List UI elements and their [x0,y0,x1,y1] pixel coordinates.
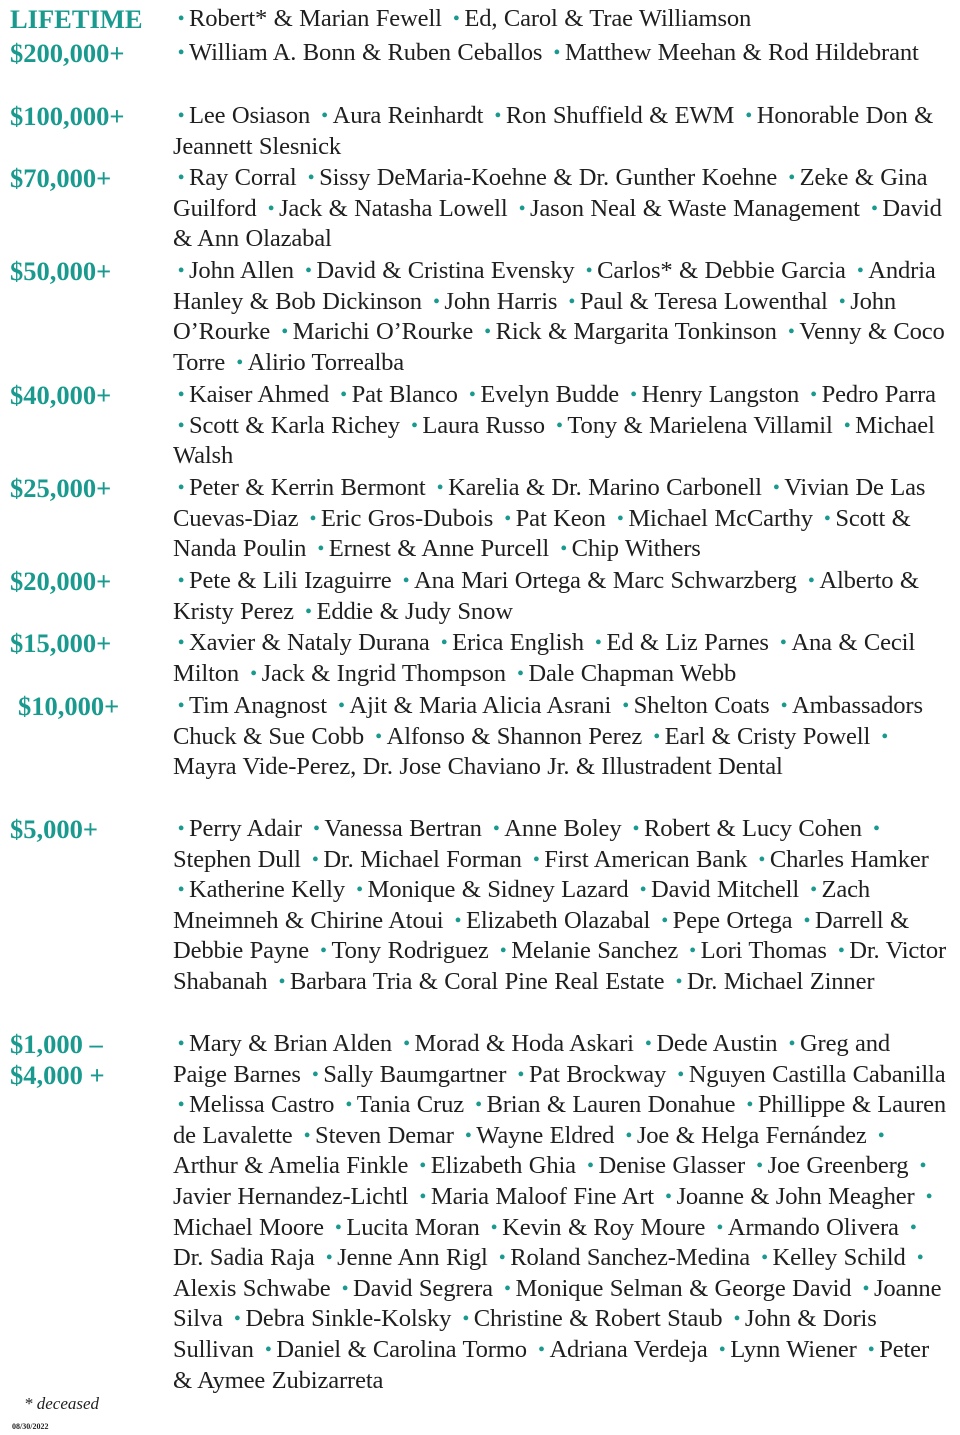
donor-name: Mary & Brian Alden [189,1030,393,1057]
tier-label: $100,000+ [10,101,125,131]
donor-name: Aura Reinhardt [332,102,484,129]
bullet-icon: • [872,818,880,840]
donor-name: Jason Neal & Waste Management [530,194,860,222]
bullet-icon: • [498,1247,506,1270]
bullet-icon: • [177,1033,185,1055]
bullet-icon: • [632,818,640,840]
donor-name: Kevin & Roy Moure [502,1213,706,1241]
donor-name: Eddie & Judy Snow [316,597,513,625]
tier-donor-names [173,163,948,255]
donor-name: Nguyen Castilla Cabanilla [688,1060,946,1088]
donor-name: Lynn Wiener [730,1335,857,1363]
donor-name: Joanne Silva [173,1274,942,1333]
donor-name: Ed, Carol & Trae Williamson [464,5,752,32]
bullet-icon: • [653,725,661,748]
bullet-icon: • [675,970,683,993]
bullet-icon: • [177,167,185,189]
donor-name: Elizabeth Olazabal [465,906,651,934]
bullet-icon: • [516,662,524,685]
donor-name: Monique Selman & George David [515,1274,852,1302]
donor-name: Pat Keon [515,504,606,532]
donor-name: Scott & Nanda Poulin [173,504,911,563]
bullet-icon: • [375,725,382,748]
tier-label: $15,000+ [10,628,112,658]
bullet-icon: • [177,1094,185,1117]
donor-name: Lee Osiason [189,102,311,129]
bullet-icon: • [492,818,500,840]
donor-name: Ana Mari Ortega & Marc Schwarzberg [414,567,797,594]
bullet-icon: • [236,351,244,374]
bullet-icon: • [494,105,502,127]
donor-name: Venny & Coco Torre [173,318,945,376]
bullet-icon: • [644,1033,652,1055]
donor-name: David & Ann Olazabal [173,194,942,253]
bullet-icon: • [733,1308,741,1331]
bullet-icon: • [278,970,286,993]
bullet-icon: • [311,848,319,871]
tier-label: $200,000+ [10,38,125,68]
donor-name: Debra Sinkle-Kolsky [245,1305,452,1333]
donor-name: Honorable Don & Jeannett Slesnick [173,102,934,160]
donor-name: Mayra Vide-Perez, Dr. Jose Chaviano Jr. & Illustradent Dental [173,753,783,781]
donor-name: Charles Hamker [769,845,929,873]
donor-name: Joe & Helga Fernández [636,1121,867,1149]
donor-name: Shelton Coats [633,692,770,719]
donor-name: Arthur & Amelia Finkle [173,1152,409,1180]
bullet-icon: • [780,695,788,717]
tier-label: $10,000+ [18,691,120,721]
donor-name: Earl & Cristy Powell [664,722,871,750]
donor-name: Perry Adair [189,815,302,842]
tier-label: $50,000+ [10,256,112,286]
donor-name: Anne Boley [504,815,622,842]
donor-name: Pedro Parra [821,381,936,408]
donor-name: Dr. Sadia Raja [173,1244,315,1272]
bullet-icon: • [616,507,624,530]
bullet-icon: • [745,105,753,127]
tier-label: $40,000+ [10,380,112,410]
donor-name: Tania Cruz [356,1091,465,1119]
bullet-icon: • [177,632,185,654]
donor-name: Christine & Robert Staub [473,1305,723,1333]
donor-name: John O’Rourke [173,287,897,346]
bullet-icon: • [454,909,462,932]
donor-name: Joe Greenberg [767,1152,909,1180]
bullet-icon: • [267,197,275,220]
bullet-icon: • [803,909,811,932]
bullet-icon: • [177,570,185,592]
bullet-icon: • [867,1338,875,1361]
bullet-icon: • [250,662,257,685]
donor-name: Denise Glasser [598,1152,746,1180]
bullet-icon: • [807,570,815,592]
bullet-icon: • [718,1338,726,1361]
bullet-icon: • [788,1033,796,1055]
tier-label: $1,000 – $4,000 + [10,1029,105,1090]
donor-name: Lori Thomas [700,937,827,965]
donor-name: Alexis Schwabe [173,1274,331,1302]
donor-name: Chip Withers [571,535,701,563]
bullet-icon: • [862,1277,870,1300]
donor-name: Lucita Moran [346,1213,480,1241]
donor-name: Scott & Karla Richey [189,411,400,439]
bullet-icon: • [919,1155,927,1178]
bullet-icon: • [468,384,476,406]
tier-donor-names [173,380,948,472]
donor-name: Morad & Hoda Askari [414,1030,634,1057]
donor-name: Eric Gros-Dubois [320,504,494,532]
donor-name: Andria Hanley & Bob Dickinson [173,257,936,315]
bullet-icon: • [484,321,492,344]
donor-name: Ambassadors Chuck & Sue Cobb [173,692,923,750]
bullet-icon: • [402,570,410,592]
donor-name: Pat Blanco [351,381,458,408]
bullet-icon: • [881,725,889,748]
bullet-icon: • [553,42,561,64]
donor-name: Alirio Torrealba [247,348,405,376]
donor-name: Vivian De Las Cuevas-Diaz [173,474,926,532]
bullet-icon: • [475,1094,482,1117]
donor-name: Pepe Ortega [672,906,793,934]
tier-donor-names [173,101,948,162]
donor-name: Javier Hernandez-Lichtl [173,1182,409,1210]
bullet-icon: • [337,695,345,717]
tier-label: $5,000+ [10,814,98,844]
bullet-icon: • [341,1277,349,1300]
bullet-icon: • [340,384,347,406]
bullet-icon: • [630,384,637,406]
bullet-icon: • [177,105,185,127]
donor-name: Stephen Dull [173,845,301,873]
donor-name: Erica English [452,629,584,656]
donor-name: David Segrera [353,1274,493,1302]
donor-name: Phillippe & Lauren de Lavalette [173,1091,947,1149]
bullet-icon: • [325,1247,333,1270]
donor-name: Darrell & Debbie Payne [173,906,909,965]
bullet-icon: • [334,1216,342,1239]
donor-name: Greg and Paige Barnes [173,1030,891,1088]
bullet-icon: • [177,879,185,902]
bullet-icon: • [304,260,312,282]
donor-name: Vanessa Bertran [324,815,482,842]
bullet-icon: • [462,1308,470,1331]
bullet-icon: • [320,940,327,963]
donor-name: Michael McCarthy [628,504,813,532]
bullet-icon: • [436,477,444,499]
donor-name: William A. Bonn & Ruben Ceballos [189,39,543,66]
bullet-icon: • [419,1155,427,1178]
donor-name: Alberto & Kristy Perez [173,567,919,625]
donor-name: Pat Brockway [528,1060,667,1088]
bullet-icon: • [810,384,818,406]
donor-name: Brian & Lauren Donahue [486,1091,736,1119]
bullet-icon: • [625,1124,633,1147]
bullet-icon: • [177,477,185,499]
donor-name: Jack & Natasha Lowell [279,194,508,222]
bullet-icon: • [312,818,320,840]
bullet-icon: • [665,1185,672,1208]
donor-name: Ajit & Maria Alicia Asrani [349,692,612,719]
bullet-icon: • [432,290,440,313]
donor-name: Peter & Kerrin Bermont [189,474,426,501]
bullet-icon: • [810,879,817,902]
bullet-icon: • [356,879,363,902]
bullet-icon: • [677,1063,685,1086]
donor-name: Elizabeth Ghia [430,1152,576,1180]
bullet-icon: • [587,1155,594,1178]
bullet-icon: • [419,1185,427,1208]
bullet-icon: • [925,1185,933,1208]
donor-name: Sissy DeMaria-Koehne & Dr. Gunther Koehne [319,164,778,191]
bullet-icon: • [321,105,329,127]
bullet-icon: • [177,384,185,406]
bullet-icon: • [689,940,697,963]
donor-name: Ron Shuffield & EWM [505,102,735,129]
donor-name: Michael Walsh [173,411,935,470]
donor-name: Henry Langston [641,381,800,408]
bullet-icon: • [568,290,576,313]
tier-donor-names [173,1029,948,1396]
bullet-icon: • [517,1063,525,1086]
donor-name: John Harris [444,287,558,315]
donor-name: Kelley Schild [772,1244,906,1272]
donor-name: Monique & Sidney Lazard [367,876,629,904]
bullet-icon: • [560,538,568,561]
donor-name: Pete & Lili Izaguirre [189,567,392,594]
tier-label: $70,000+ [10,163,112,193]
bullet-icon: • [870,197,878,220]
donor-name: Dr. Victor Shabanah [173,937,947,995]
donor-name: Katherine Kelly [189,876,345,904]
donor-name: Dale Chapman Webb [528,659,737,687]
bullet-icon: • [410,414,418,437]
donor-name: John & Doris Sullivan [173,1305,877,1363]
donor-name: Rick & Margarita Tonkinson [495,318,777,346]
bullet-icon: • [177,8,185,30]
donor-name: Ray Corral [189,164,297,191]
donor-name: Sally Baumgartner [323,1060,507,1088]
tier-donor-names [173,473,948,565]
bullet-icon: • [746,1094,754,1117]
bullet-icon: • [403,1033,410,1055]
tier-donor-names [173,628,948,689]
bullet-icon: • [504,507,512,530]
donor-name: Kaiser Ahmed [189,381,330,408]
donor-name: Robert* & Marian Fewell [189,5,442,32]
donor-name: First American Bank [544,845,748,873]
bullet-icon: • [499,940,507,963]
bullet-icon: • [761,1247,768,1270]
donor-name: Ana & Cecil Milton [173,629,915,687]
bullet-icon: • [661,909,669,932]
bullet-icon: • [452,8,460,30]
donor-name: Dede Austin [656,1030,778,1057]
bullet-icon: • [177,260,185,282]
bullet-icon: • [877,1124,885,1147]
bullet-icon: • [538,1338,545,1361]
donor-name: Alfonso & Shannon Perez [386,722,643,750]
donor-name: Dr. Michael Forman [323,845,522,873]
donor-name: Jenne Ann Rigl [337,1244,488,1272]
bullet-icon: • [585,260,593,282]
donor-name: Xavier & Nataly Durana [189,629,430,656]
donor-name: Laura Russo [422,411,545,439]
bullet-icon: • [309,507,317,530]
donor-name: John Allen [189,257,294,284]
bullet-icon: • [177,42,185,64]
bullet-icon: • [233,1308,241,1331]
bullet-icon: • [837,940,845,963]
donor-name: Steven Demar [315,1121,454,1149]
bullet-icon: • [716,1216,724,1239]
donor-name: Evelyn Budde [480,381,620,408]
tier-donor-names [173,256,948,378]
bullet-icon: • [264,1338,272,1361]
bullet-icon: • [758,848,766,871]
bullet-icon: • [317,538,325,561]
donor-name: Maria Maloof Fine Art [430,1182,654,1210]
donor-name: Marichi O’Rourke [292,318,474,346]
donor-name: Michael Moore [173,1213,324,1241]
bullet-icon: • [311,1063,319,1086]
bullet-icon: • [281,321,289,344]
bullet-icon: • [440,632,448,654]
bullet-icon: • [856,260,864,282]
donor-name: Barbara Tria & Coral Pine Real Estate [289,967,665,995]
donor-name: Adriana Verdeja [549,1335,708,1363]
bullet-icon: • [177,695,185,717]
bullet-icon: • [909,1216,917,1239]
donor-name: Tim Anagnost [189,692,327,719]
bullet-icon: • [594,632,602,654]
deceased-footnote: * deceased [24,1394,100,1413]
donor-name: Roland Sanchez-Medina [510,1244,751,1272]
donor-name: Melanie Sanchez [511,937,679,965]
donor-name: Zach Mneimneh & Chirine Atoui [173,876,871,934]
bullet-icon: • [622,695,630,717]
donor-name: Karelia & Dr. Marino Carbonell [448,474,762,501]
bullet-icon: • [788,167,796,189]
tier-donor-names [173,4,948,35]
tier-label: $20,000+ [10,566,112,596]
donor-name: Paul & Teresa Lowenthal [579,287,828,315]
bullet-icon: • [779,632,787,654]
bullet-icon: • [772,477,780,499]
bullet-icon: • [639,879,647,902]
bullet-icon: • [490,1216,498,1239]
donor-name: Wayne Eldred [476,1121,615,1149]
donor-name: Joanne & John Meagher [676,1182,915,1210]
bullet-icon: • [823,507,831,530]
donor-name: Armando Olivera [727,1213,899,1241]
donor-name: Tony Rodriguez [331,937,489,965]
donor-name: Peter & Aymee Zubizarreta [173,1335,929,1394]
bullet-icon: • [177,818,185,840]
date-stamp: 08/30/2022 [12,1422,49,1431]
tier-donor-names [173,691,948,783]
bullet-icon: • [518,197,526,220]
donor-name: David Mitchell [651,876,799,904]
bullet-icon: • [177,414,185,437]
tier-donor-names [173,814,948,998]
bullet-icon: • [532,848,540,871]
donor-name: David & Cristina Evensky [316,257,575,284]
bullet-icon: • [787,321,795,344]
bullet-icon: • [555,414,563,437]
donor-name: Carlos* & Debbie Garcia [597,257,846,284]
donor-name: Ernest & Anne Purcell [328,535,550,563]
bullet-icon: • [464,1124,472,1147]
bullet-icon: • [305,600,312,623]
bullet-icon: • [838,290,846,313]
bullet-icon: • [916,1247,924,1270]
bullet-icon: • [303,1124,311,1147]
bullet-icon: • [307,167,315,189]
donor-name: Tony & Marielena Villamil [567,411,833,439]
donor-name: Matthew Meehan & Rod Hildebrant [564,39,919,66]
tier-donor-names [173,566,948,627]
donor-name: Zeke & Gina Guilford [173,164,928,222]
tier-label: LIFETIME [10,4,143,34]
bullet-icon: • [843,414,851,437]
bullet-icon: • [756,1155,763,1178]
donor-name: Melissa Castro [189,1091,335,1119]
donor-name: Dr. Michael Zinner [686,967,875,995]
tier-label: $25,000+ [10,473,112,503]
donor-name: Jack & Ingrid Thompson [261,659,506,687]
donor-name: Daniel & Carolina Tormo [276,1335,527,1363]
bullet-icon: • [504,1277,511,1300]
tier-donor-names [173,38,948,69]
donor-name: Robert & Lucy Cohen [643,815,862,842]
bullet-icon: • [345,1094,353,1117]
donor-name: Ed & Liz Parnes [606,629,769,656]
